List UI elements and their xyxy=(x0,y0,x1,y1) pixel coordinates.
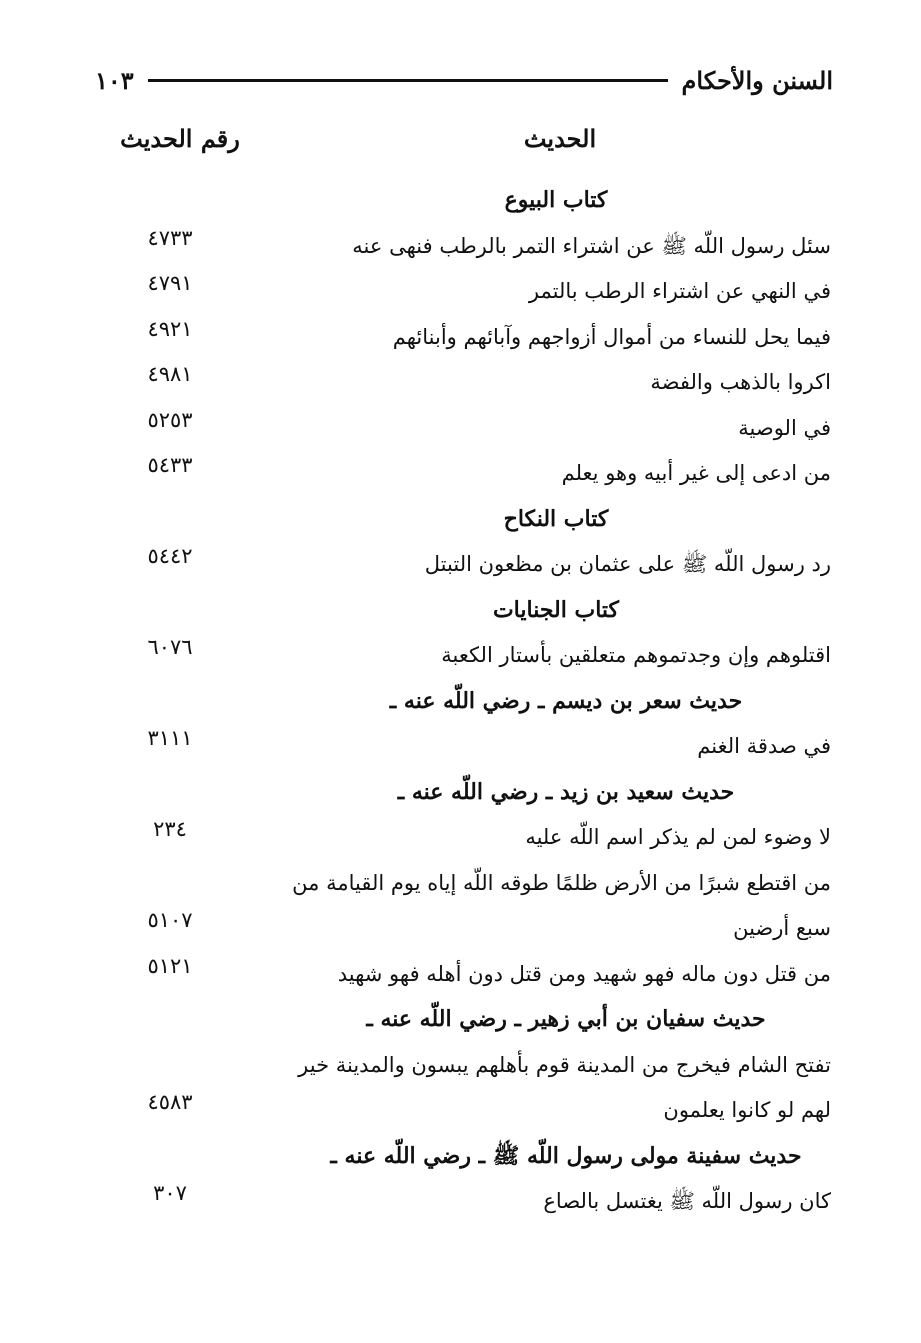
section-title: حديث سفيان بن أبي زهير ـ رضي اللّه عنه ـ xyxy=(366,1006,766,1032)
column-header-number: رقم الحديث xyxy=(120,124,240,153)
index-row xyxy=(0,861,921,907)
index-row xyxy=(0,633,921,679)
column-headers xyxy=(0,124,921,164)
hadith-title: في الوصية xyxy=(738,415,831,440)
hadith-number: ٥٤٣٣ xyxy=(147,453,193,477)
hadith-title: في النهي عن اشتراء الرطب بالتمر xyxy=(528,279,831,303)
hadith-number: ٥١٠٧ xyxy=(147,908,193,932)
index-row xyxy=(0,906,921,952)
page-number: ١٠٣ xyxy=(95,65,134,95)
hadith-title: فيما يحل للنساء من أموال أزواجهم وآبائهم وأبنائهم xyxy=(392,324,831,349)
companion-heading xyxy=(0,997,921,1043)
hadith-title: اقتلوهم وإن وجدتموهم متعلقين بأستار الكعبة xyxy=(441,643,831,667)
book-section-heading xyxy=(0,178,921,224)
hadith-title: من قتل دون ماله فهو شهيد ومن قتل دون أهله فهو شهيد xyxy=(337,961,831,986)
hadith-title: اكروا بالذهب والفضة xyxy=(650,370,831,394)
hadith-title: تفتح الشام فيخرج من المدينة قوم بأهلهم يبسون والمدينة خير xyxy=(298,1052,831,1077)
index-row xyxy=(0,1043,921,1089)
index-row xyxy=(0,542,921,588)
hadith-title: رد رسول اللّه ﷺ على عثمان بن مظعون التبتل xyxy=(424,552,831,576)
index-row xyxy=(0,1179,921,1225)
section-title: حديث سعر بن ديسم ـ رضي اللّه عنه ـ xyxy=(389,687,743,714)
hadith-number: ٤٩٨١ xyxy=(147,362,193,386)
section-title: كتاب الجنايات xyxy=(492,596,620,623)
hadith-title: لا وضوء لمن لم يذكر اسم اللّه عليه xyxy=(525,825,831,849)
book-section-heading xyxy=(0,497,921,543)
hadith-number: ٣١١١ xyxy=(147,726,193,750)
hadith-title: كان رسول اللّه ﷺ يغتسل بالصاع xyxy=(543,1189,831,1213)
section-title: كتاب النكاح xyxy=(503,505,609,532)
book-title: السنن والأحكام xyxy=(681,65,833,95)
index-row xyxy=(0,1088,921,1134)
hadith-title: من اقتطع شبرًا من الأرض ظلمًا طوقه اللّه إياه يوم القيامة من xyxy=(292,870,831,895)
hadith-number: ٤٩٢١ xyxy=(147,316,193,341)
companion-heading xyxy=(0,770,921,816)
running-header xyxy=(95,60,833,100)
index-row xyxy=(0,315,921,361)
hadith-title: سئل رسول اللّه ﷺ عن اشتراء التمر بالرطب فنهى عنه xyxy=(352,233,831,258)
column-header-hadith: الحديث xyxy=(523,124,597,153)
companion-heading xyxy=(0,1134,921,1180)
book-section-heading xyxy=(0,588,921,634)
hadith-number: ٣٠٧ xyxy=(153,1181,187,1205)
index-row xyxy=(0,406,921,452)
index-entries xyxy=(0,178,921,1225)
hadith-title: من ادعى إلى غير أبيه وهو يعلم xyxy=(561,461,831,485)
hadith-title: لهم لو كانوا يعلمون xyxy=(663,1098,831,1122)
hadith-title: في صدقة الغنم xyxy=(697,734,831,758)
companion-heading xyxy=(0,679,921,725)
hadith-title: سبع أرضين xyxy=(733,916,831,940)
header-rule xyxy=(148,79,668,82)
section-title: حديث سفينة مولى رسول اللّه ﷺ ـ رضي اللّه عنه ـ xyxy=(330,1142,802,1169)
hadith-number: ٥١٢١ xyxy=(147,953,193,978)
index-row xyxy=(0,724,921,770)
hadith-number: ٢٣٤ xyxy=(153,817,187,841)
section-title: كتاب البيوع xyxy=(504,187,608,213)
hadith-number: ٤٧٣٣ xyxy=(147,225,193,250)
index-row xyxy=(0,224,921,270)
index-row xyxy=(0,360,921,406)
hadith-number: ٥٤٤٢ xyxy=(147,544,193,568)
hadith-number: ٦٠٧٦ xyxy=(147,635,193,659)
hadith-number: ٥٢٥٣ xyxy=(147,407,193,432)
hadith-number: ٤٥٨٣ xyxy=(147,1090,193,1114)
index-row xyxy=(0,815,921,861)
hadith-number: ٤٧٩١ xyxy=(147,271,193,295)
index-row xyxy=(0,451,921,497)
index-row xyxy=(0,952,921,998)
index-row xyxy=(0,269,921,315)
section-title: حديث سعيد بن زيد ـ رضي اللّه عنه ـ xyxy=(397,778,735,805)
